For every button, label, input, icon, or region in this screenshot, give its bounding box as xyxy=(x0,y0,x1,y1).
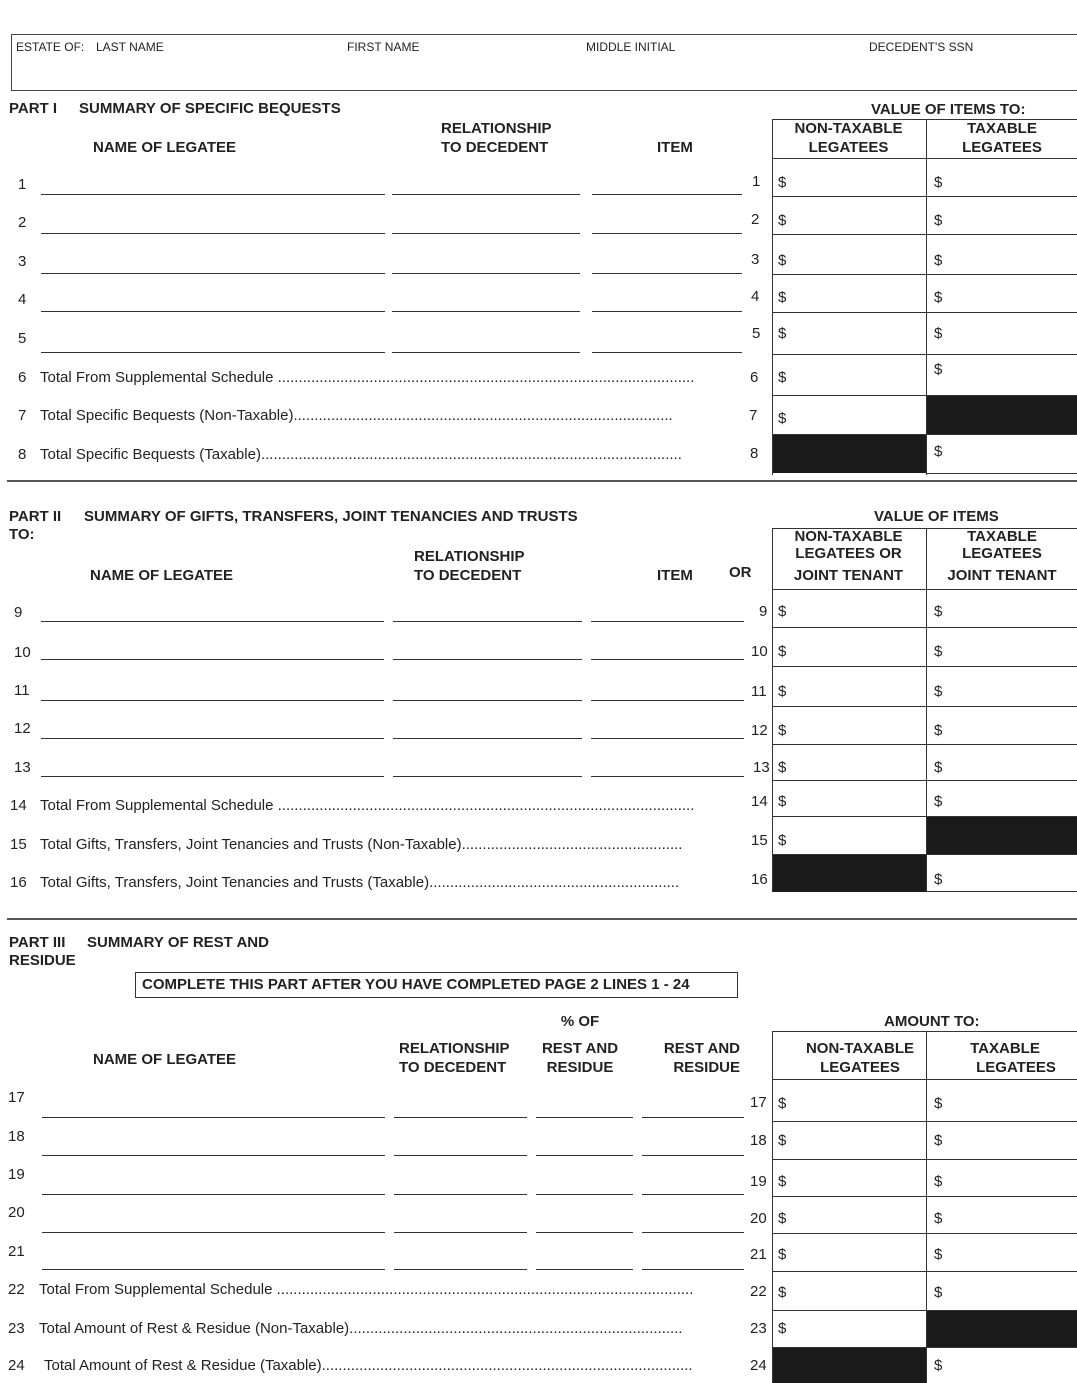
tax-amount-field[interactable]: $ xyxy=(934,1246,943,1263)
nontax-amount-field[interactable]: $ xyxy=(778,1132,787,1149)
line7-label: Total Specific Bequests (Non-Taxable)........................................................................................... xyxy=(40,407,673,424)
relationship-field[interactable] xyxy=(392,233,580,234)
row-right-number: 19 xyxy=(750,1173,767,1190)
part1-label: PART I xyxy=(9,100,58,117)
item-field[interactable] xyxy=(591,659,744,660)
line15-number: 15 xyxy=(10,836,27,853)
tax-amount-field[interactable]: $ xyxy=(934,683,943,700)
part3-label: PART III xyxy=(9,934,66,951)
row-number: 17 xyxy=(8,1089,25,1106)
legatee-name-field[interactable] xyxy=(42,1232,385,1233)
line23-nontax-dollar[interactable]: $ xyxy=(778,1320,787,1337)
nontax-amount-field[interactable]: $ xyxy=(778,1095,787,1112)
part1-col-tax-1: TAXABLE xyxy=(967,120,1037,137)
part2-col-name: NAME OF LEGATEE xyxy=(90,567,234,584)
row-number: 3 xyxy=(18,253,27,270)
nontax-amount-field[interactable]: $ xyxy=(778,643,787,660)
line8-number: 8 xyxy=(18,446,27,463)
part3-col-relationship-2: TO DECEDENT xyxy=(399,1059,507,1076)
tax-amount-field[interactable]: $ xyxy=(934,759,943,776)
row-number: 20 xyxy=(8,1204,25,1221)
row-right-number: 11 xyxy=(751,683,767,700)
part2-separator xyxy=(7,918,1077,920)
part1-value-heading: VALUE OF ITEMS TO: xyxy=(871,101,1026,118)
line14-tax-dollar[interactable]: $ xyxy=(934,793,943,810)
part3-left-border xyxy=(772,1031,773,1383)
legatee-name-field[interactable] xyxy=(42,1117,385,1118)
row-right-number: 4 xyxy=(751,288,760,305)
legatee-name-field[interactable] xyxy=(41,352,385,353)
part2-col-relationship-1: RELATIONSHIP xyxy=(414,548,525,565)
part3-header-bottom xyxy=(772,1079,1077,1080)
line22-number: 22 xyxy=(8,1281,25,1298)
item-field[interactable] xyxy=(591,776,744,777)
row-number: 11 xyxy=(14,682,30,699)
row-number: 12 xyxy=(14,720,31,737)
line24-number: 24 xyxy=(8,1357,25,1374)
legatee-name-field[interactable] xyxy=(41,738,384,739)
row-number: 10 xyxy=(14,644,31,661)
part1-title: SUMMARY OF SPECIFIC BEQUESTS xyxy=(79,100,341,117)
line23-number: 23 xyxy=(8,1320,25,1337)
part2-col-item: ITEM xyxy=(657,567,693,584)
nontax-amount-field[interactable]: $ xyxy=(778,603,787,620)
relationship-field[interactable] xyxy=(393,621,582,622)
row-rule xyxy=(772,274,1077,275)
row-rule xyxy=(772,1159,1077,1160)
relationship-field[interactable] xyxy=(393,700,582,701)
rest-residue-field[interactable] xyxy=(642,1155,744,1156)
tax-amount-field[interactable]: $ xyxy=(934,643,943,660)
tax-amount-field[interactable]: $ xyxy=(934,1095,943,1112)
row-right-number: 9 xyxy=(759,603,768,620)
row-number: 18 xyxy=(8,1128,25,1145)
tax-amount-field[interactable]: $ xyxy=(934,289,943,306)
part2-col-or: OR xyxy=(729,564,752,581)
row-rule xyxy=(772,1271,1077,1272)
tax-amount-field[interactable]: $ xyxy=(934,1210,943,1227)
line14-label: Total From Supplemental Schedule .................................................................................................... xyxy=(40,797,695,814)
part1-col-nontax-1: NON-TAXABLE xyxy=(794,120,903,137)
part3-col-nontax-2: LEGATEES xyxy=(820,1059,900,1076)
line7-right-number: 7 xyxy=(749,407,758,424)
row-rule xyxy=(772,1121,1077,1122)
relationship-field[interactable] xyxy=(394,1194,527,1195)
line6-nontax-dollar[interactable]: $ xyxy=(778,369,787,386)
tax-amount-field[interactable]: $ xyxy=(934,1132,943,1149)
row-number: 13 xyxy=(14,759,31,776)
line6-right-number: 6 xyxy=(750,369,759,386)
relationship-field[interactable] xyxy=(394,1117,527,1118)
line7-nontax-dollar[interactable]: $ xyxy=(778,410,787,427)
legatee-name-field[interactable] xyxy=(42,1155,385,1156)
part1-col-nontax-2: LEGATEES xyxy=(808,139,889,156)
line8-right-number: 8 xyxy=(750,445,759,462)
line6-label: Total From Supplemental Schedule .................................................................................................... xyxy=(40,369,695,386)
part3-title: SUMMARY OF REST AND xyxy=(87,934,269,951)
row-number: 21 xyxy=(8,1243,25,1260)
estate-of-label: ESTATE OF: xyxy=(16,40,85,54)
row-right-number: 12 xyxy=(751,722,768,739)
row-rule xyxy=(772,196,1077,197)
legatee-name-field[interactable] xyxy=(41,194,385,195)
part2-col-nontax-1: NON-TAXABLE xyxy=(794,528,903,545)
part3-instruction-note: COMPLETE THIS PART AFTER YOU HAVE COMPLETED PAGE 2 LINES 1 - 24 xyxy=(135,972,738,998)
part2-col-tax-1: TAXABLE xyxy=(967,528,1037,545)
part1-col-relationship-1: RELATIONSHIP xyxy=(441,120,552,137)
part3-col-pct-1: % OF xyxy=(560,1013,600,1030)
line16-nontax-blackout xyxy=(773,855,926,892)
row-number: 4 xyxy=(18,291,27,308)
rest-residue-field[interactable] xyxy=(642,1269,744,1270)
percent-field[interactable] xyxy=(536,1269,633,1270)
rest-residue-field[interactable] xyxy=(642,1117,744,1118)
legatee-name-field[interactable] xyxy=(41,621,384,622)
relationship-field[interactable] xyxy=(393,659,582,660)
part3-col-relationship-1: RELATIONSHIP xyxy=(399,1040,510,1057)
line16-right-number: 16 xyxy=(751,871,768,888)
part3-col-nontax-1: NON-TAXABLE xyxy=(805,1040,915,1057)
line8-nontax-blackout xyxy=(773,435,926,473)
part1-left-border xyxy=(772,119,773,475)
nontax-amount-field[interactable]: $ xyxy=(778,722,787,739)
part1-col-tax-2: LEGATEES xyxy=(962,139,1042,156)
row-number: 9 xyxy=(14,604,23,621)
relationship-field[interactable] xyxy=(392,311,580,312)
line22-nontax-dollar[interactable]: $ xyxy=(778,1284,787,1301)
line14-number: 14 xyxy=(10,797,27,814)
row-right-number: 21 xyxy=(750,1246,767,1263)
line15-nontax-dollar[interactable]: $ xyxy=(778,832,787,849)
row-rule xyxy=(772,354,1077,355)
nontax-amount-field[interactable]: $ xyxy=(778,759,787,776)
line24-tax-dollar[interactable]: $ xyxy=(934,1357,943,1374)
row-rule xyxy=(772,666,1077,667)
tax-amount-field[interactable]: $ xyxy=(934,722,943,739)
relationship-field[interactable] xyxy=(394,1155,527,1156)
part2-col-relationship-2: TO DECEDENT xyxy=(414,567,522,584)
relationship-field[interactable] xyxy=(393,738,582,739)
nontax-amount-field[interactable]: $ xyxy=(778,1173,787,1190)
row-right-number: 13 xyxy=(753,759,770,776)
rest-residue-field[interactable] xyxy=(642,1194,744,1195)
row-right-number: 2 xyxy=(751,211,760,228)
line14-right-number: 14 xyxy=(751,793,768,810)
part1-table-top xyxy=(772,119,1077,120)
part2-label: PART II xyxy=(9,508,62,525)
relationship-field[interactable] xyxy=(392,273,580,274)
row-rule xyxy=(772,312,1077,313)
part2-col-tax-2: LEGATEES xyxy=(962,545,1042,562)
relationship-field[interactable] xyxy=(394,1269,527,1270)
part2-left-border xyxy=(772,528,773,892)
part3-col-pct-2: REST AND xyxy=(541,1040,619,1057)
percent-field[interactable] xyxy=(536,1194,633,1195)
line23-taxable-blackout xyxy=(927,1311,1077,1347)
row-right-number: 5 xyxy=(752,325,761,342)
part3-col-tax-2: LEGATEES xyxy=(976,1059,1056,1076)
part3-col-rest-1: REST AND xyxy=(663,1040,740,1057)
line8-rule xyxy=(926,473,1077,474)
part3-col-rest-2: RESIDUE xyxy=(673,1059,740,1076)
row-rule xyxy=(772,627,1077,628)
legatee-name-field[interactable] xyxy=(41,233,385,234)
item-field[interactable] xyxy=(592,194,742,195)
item-field[interactable] xyxy=(591,700,744,701)
percent-field[interactable] xyxy=(536,1117,633,1118)
row-right-number: 20 xyxy=(750,1210,767,1227)
first-name-field[interactable]: FIRST NAME xyxy=(347,40,420,54)
part3-col-name: NAME OF LEGATEE xyxy=(93,1051,237,1068)
line15-right-number: 15 xyxy=(751,832,768,849)
row-rule xyxy=(772,234,1077,235)
part3-table-top xyxy=(772,1031,1077,1032)
part3-title-2: RESIDUE xyxy=(9,952,76,969)
legatee-name-field[interactable] xyxy=(41,700,384,701)
part1-col-name: NAME OF LEGATEE xyxy=(93,139,237,156)
line16-tax-dollar[interactable]: $ xyxy=(934,871,943,888)
row-number: 1 xyxy=(18,176,27,193)
part3-amount-heading: AMOUNT TO: xyxy=(884,1013,980,1030)
relationship-field[interactable] xyxy=(394,1232,527,1233)
part2-value-heading: VALUE OF ITEMS xyxy=(874,508,999,525)
legatee-name-field[interactable] xyxy=(42,1269,385,1270)
line22-tax-dollar[interactable]: $ xyxy=(934,1284,943,1301)
row-right-number: 3 xyxy=(751,251,760,268)
part1-header-bottom xyxy=(772,158,1077,159)
nontax-amount-field[interactable]: $ xyxy=(778,252,787,269)
item-field[interactable] xyxy=(592,352,742,353)
line15-taxable-blackout xyxy=(927,817,1077,854)
legatee-name-field[interactable] xyxy=(41,273,385,274)
ssn-field[interactable]: DECEDENT'S SSN xyxy=(869,40,974,54)
line8-label: Total Specific Bequests (Taxable)..................................................................................................... xyxy=(40,446,682,463)
row-rule xyxy=(772,1233,1077,1234)
nontax-amount-field[interactable]: $ xyxy=(778,289,787,306)
legatee-name-field[interactable] xyxy=(42,1194,385,1195)
middle-initial-field[interactable]: MIDDLE INITIAL xyxy=(586,40,676,54)
part1-col-item: ITEM xyxy=(657,139,693,156)
percent-field[interactable] xyxy=(536,1155,633,1156)
line24-right-number: 24 xyxy=(750,1357,767,1374)
legatee-name-field[interactable] xyxy=(41,311,385,312)
line7-number: 7 xyxy=(18,407,27,424)
line16-label: Total Gifts, Transfers, Joint Tenancies and Trusts (Taxable)............................................................ xyxy=(40,874,680,891)
line16-rule xyxy=(926,891,1077,892)
relationship-field[interactable] xyxy=(392,194,580,195)
line24-nontax-blackout xyxy=(773,1348,926,1383)
part2-header-bottom xyxy=(772,589,1077,590)
row-number: 2 xyxy=(18,214,27,231)
nontax-amount-field[interactable]: $ xyxy=(778,1246,787,1263)
line6-number: 6 xyxy=(18,369,27,386)
line23-right-number: 23 xyxy=(750,1320,767,1337)
nontax-amount-field[interactable]: $ xyxy=(778,174,787,191)
part2-col-tax-3: JOINT TENANT xyxy=(947,567,1057,584)
part2-col-nontax-3: JOINT TENANT xyxy=(793,567,904,584)
part2-col-nontax-2: LEGATEES OR xyxy=(795,545,902,562)
tax-amount-field[interactable]: $ xyxy=(934,603,943,620)
line22-label: Total From Supplemental Schedule .................................................................................................... xyxy=(39,1281,694,1298)
line16-number: 16 xyxy=(10,874,27,891)
row-rule xyxy=(772,1196,1077,1197)
tax-amount-field[interactable]: $ xyxy=(934,325,943,342)
part1-separator xyxy=(7,480,1077,482)
line14-nontax-dollar[interactable]: $ xyxy=(778,793,787,810)
row-right-number: 17 xyxy=(750,1094,767,1111)
row-right-number: 10 xyxy=(751,643,768,660)
line24-label: Total Amount of Rest & Residue (Taxable)......................................................................................... xyxy=(44,1357,693,1374)
part2-title: SUMMARY OF GIFTS, TRANSFERS, JOINT TENANCIES AND TRUSTS xyxy=(84,508,578,525)
line22-right-number: 22 xyxy=(750,1283,767,1300)
row-rule xyxy=(772,744,1077,745)
line6-tax-dollar[interactable]: $ xyxy=(934,361,943,378)
row-rule xyxy=(772,706,1077,707)
nontax-amount-field[interactable]: $ xyxy=(778,325,787,342)
last-name-field[interactable]: LAST NAME xyxy=(96,40,164,54)
line7-taxable-blackout xyxy=(927,396,1077,434)
item-field[interactable] xyxy=(592,311,742,312)
part1-col-relationship-2: TO DECEDENT xyxy=(441,139,549,156)
nontax-amount-field[interactable]: $ xyxy=(778,212,787,229)
tax-amount-field[interactable]: $ xyxy=(934,212,943,229)
nontax-amount-field[interactable]: $ xyxy=(778,683,787,700)
part2-to: TO: xyxy=(9,526,35,543)
relationship-field[interactable] xyxy=(393,776,582,777)
legatee-name-field[interactable] xyxy=(41,776,384,777)
row-number: 19 xyxy=(8,1166,25,1183)
row-rule xyxy=(772,780,1077,781)
part3-col-pct-3: RESIDUE xyxy=(546,1059,614,1076)
tax-amount-field[interactable]: $ xyxy=(934,252,943,269)
item-field[interactable] xyxy=(591,621,744,622)
percent-field[interactable] xyxy=(536,1232,633,1233)
row-number: 5 xyxy=(18,330,27,347)
row-right-number: 1 xyxy=(752,173,761,190)
item-field[interactable] xyxy=(592,273,742,274)
legatee-name-field[interactable] xyxy=(41,659,384,660)
row-right-number: 18 xyxy=(750,1132,767,1149)
tax-amount-field[interactable]: $ xyxy=(934,174,943,191)
part3-col-tax-1: TAXABLE xyxy=(970,1040,1040,1057)
tax-amount-field[interactable]: $ xyxy=(934,1173,943,1190)
part2-table-top xyxy=(772,528,1077,529)
line23-label: Total Amount of Rest & Residue (Non-Taxable)................................................................................ xyxy=(39,1320,683,1337)
rest-residue-field[interactable] xyxy=(642,1232,744,1233)
item-field[interactable] xyxy=(591,738,744,739)
relationship-field[interactable] xyxy=(392,352,580,353)
item-field[interactable] xyxy=(592,233,742,234)
line15-label: Total Gifts, Transfers, Joint Tenancies and Trusts (Non-Taxable)..................................................... xyxy=(40,836,683,853)
nontax-amount-field[interactable]: $ xyxy=(778,1210,787,1227)
line8-tax-dollar[interactable]: $ xyxy=(934,443,943,460)
